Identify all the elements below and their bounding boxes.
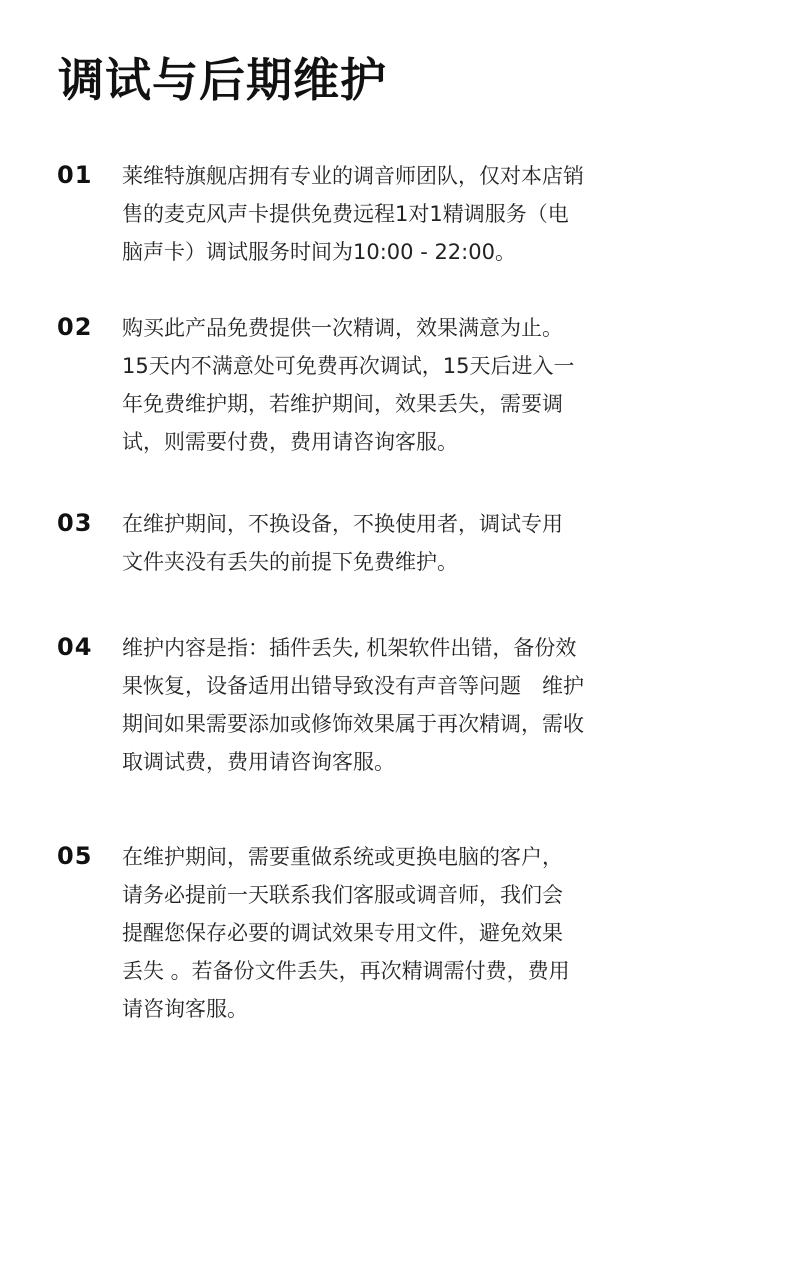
item-number: 02 <box>57 313 93 341</box>
item-text <box>122 505 722 581</box>
text-line: 期间如果需要添加或修饰效果属于再次精调，需收 <box>122 712 584 736</box>
text-line: 取调试费，费用请咨询客服。 <box>122 750 395 774</box>
item-text <box>122 838 722 1028</box>
text-line: 脑声卡）调试服务时间为10:00 - 22:00。 <box>122 240 516 264</box>
text-line: 维护内容是指：插件丢失, 机架软件出错，备份效 <box>122 636 577 660</box>
text-line: 提醒您保存必要的调试效果专用文件，避免效果 <box>122 921 563 945</box>
text-line: 请咨询客服。 <box>122 997 248 1021</box>
text-line: 购买此产品免费提供一次精调，效果满意为止。 <box>122 316 563 340</box>
text-line: 年免费维护期，若维护期间，效果丢失，需要调 <box>122 392 563 416</box>
text-line: 在维护期间，需要重做系统或更换电脑的客户， <box>122 845 563 869</box>
item-number: 04 <box>57 633 93 661</box>
item-number: 01 <box>57 161 93 189</box>
text-line: 果恢复，设备适用出错导致没有声音等问题 维护 <box>122 674 584 698</box>
text-line: 15天内不满意处可免费再次调试，15天后进入一 <box>122 354 575 378</box>
item-text <box>122 309 722 461</box>
text-line: 莱维特旗舰店拥有专业的调音师团队，仅对本店销 <box>122 164 584 188</box>
page-title: 调试与后期维护 <box>58 53 387 107</box>
text-line: 丢失 。若备份文件丢失，再次精调需付费，费用 <box>122 959 570 983</box>
text-line: 试，则需要付费，费用请咨询客服。 <box>122 430 458 454</box>
item-text <box>122 629 722 781</box>
item-number: 03 <box>57 509 93 537</box>
item-text <box>122 157 722 271</box>
item-number: 05 <box>57 842 93 870</box>
text-line: 售的麦克风声卡提供免费远程1对1精调服务（电 <box>122 202 569 226</box>
text-line: 在维护期间，不换设备，不换使用者，调试专用 <box>122 512 563 536</box>
text-line: 请务必提前一天联系我们客服或调音师，我们会 <box>122 883 563 907</box>
text-line: 文件夹没有丢失的前提下免费维护。 <box>122 550 458 574</box>
